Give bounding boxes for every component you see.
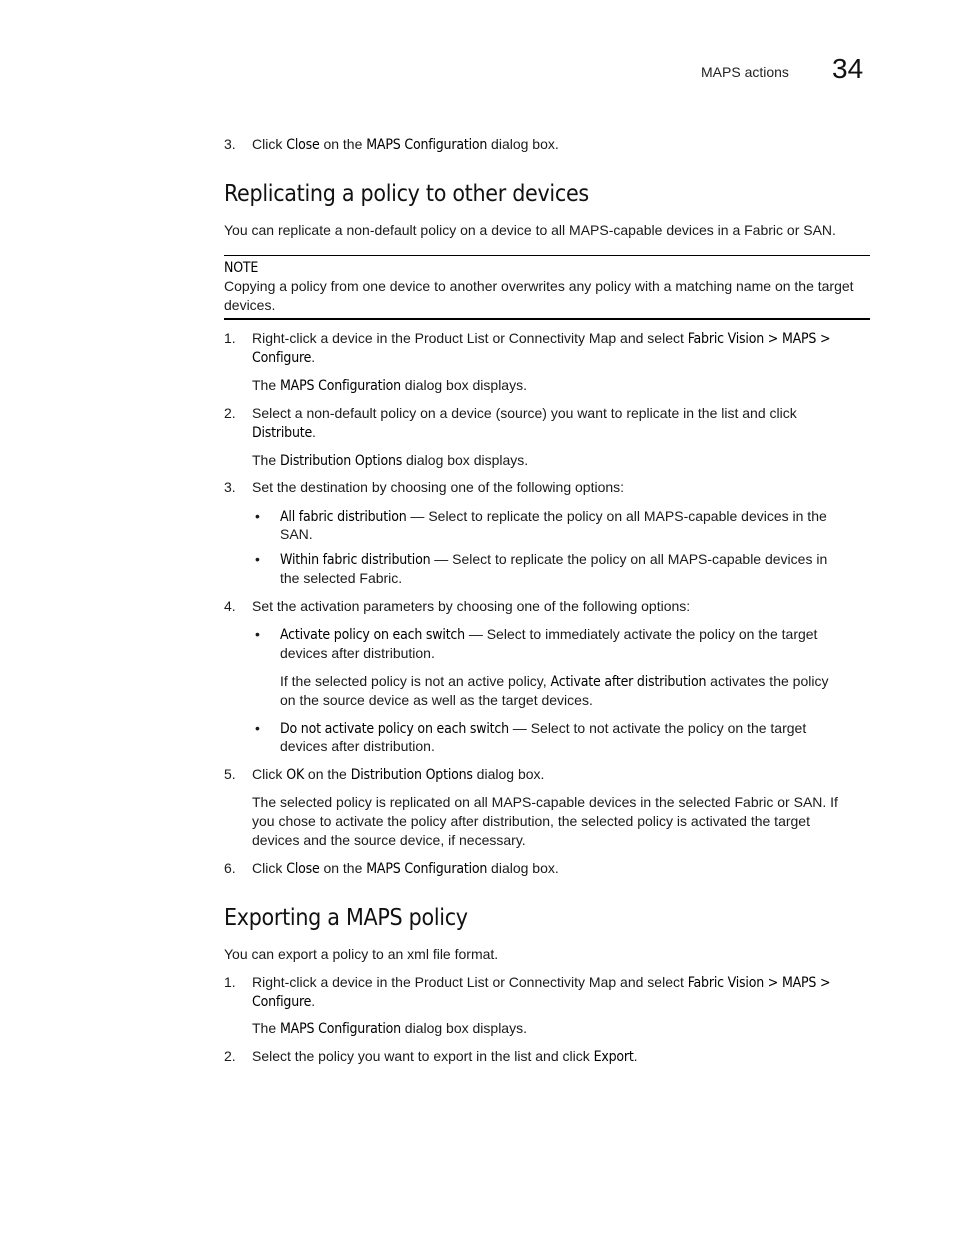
bullet-icon: • (255, 551, 260, 567)
step-text: Set the activation parameters by choosing one of the following options: (252, 598, 691, 614)
note-label: NOTE (224, 260, 259, 276)
step-text: Click OK on the Distribution Options dialog box. (252, 766, 545, 783)
section-heading-replicate: Replicating a policy to other devices (224, 181, 589, 207)
step-number: 3. (224, 136, 236, 152)
step-text: Select a non-default policy on a device (source) you want to replicate in the list and click (252, 405, 797, 421)
bullet-icon: • (255, 626, 260, 642)
step-number: 1. (224, 974, 236, 990)
step-text: Right-click a device in the Product List or Connectivity Map and select Fabric Vision > MAPS > (252, 330, 831, 347)
step-number: 4. (224, 598, 236, 614)
step-number: 3. (224, 479, 236, 495)
note-text: Copying a policy from one device to another overwrites any policy with a matching name on the target devices. (224, 278, 854, 313)
step-text: Select the policy you want to export in the list and click Export. (252, 1048, 638, 1065)
chapter-number: 34 (832, 53, 864, 84)
bullet-icon: • (255, 508, 260, 524)
step-number: 2. (224, 1048, 236, 1064)
step-text: Click Close on the MAPS Configuration dialog box. (252, 860, 559, 877)
step-number: 6. (224, 860, 236, 876)
step-text: Right-click a device in the Product List or Connectivity Map and select Fabric Vision > MAPS > (252, 974, 831, 991)
step-number: 1. (224, 330, 236, 346)
note-box (224, 255, 870, 320)
bullet-icon: • (255, 720, 260, 736)
section-intro: You can replicate a non-default policy on a device to all MAPS-capable devices in a Fabric or SAN. (224, 222, 836, 238)
section-heading-export: Exporting a MAPS policy (224, 905, 468, 931)
running-header-section: MAPS actions (701, 64, 789, 80)
step-number: 2. (224, 405, 236, 421)
section-intro: You can export a policy to an xml file format. (224, 946, 499, 962)
step-number: 5. (224, 766, 236, 782)
step-text: Click Close on the MAPS Configuration dialog box. (252, 136, 559, 153)
step-text: Set the destination by choosing one of the following options: (252, 479, 625, 495)
